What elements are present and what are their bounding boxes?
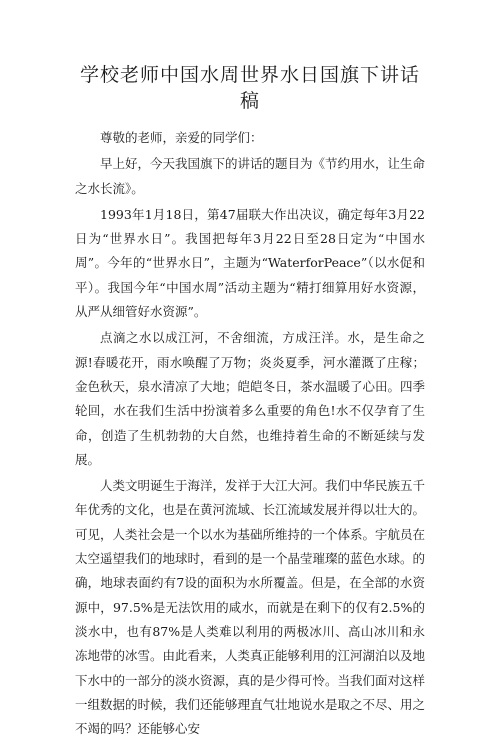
paragraph-salutation: 尊敬的老师，亲爱的同学们：: [100, 130, 263, 145]
page-title: 学校老师中国水周世界水日国旗下讲话稿: [79, 64, 420, 112]
paragraph-water-day: 1993年1月18日，第47届联大作出决议，确定每年3月22日为“世界水日”。我国把每年3月22日至28日定为“中国水周”。今年的“世界水日”，主题为“WaterforPeace”（以水促和平）。我国今年“中国水周”活动主题为“精打细算用好水资源，从严从细管好水资源”。: [75, 206, 425, 320]
paragraph-source-of-life: 点滴之水以成江河，不舍细流，方成汪洋。水，是生命之源!春暖花开，雨水唤醒了万物；炎炎夏季，河水灌溉了庄稼；金色秋天，泉水清凉了大地；皑皑冬日，茶水温暖了心田。四季轮回，水在我们生活中扮演着多么重要的角色!水不仅孕育了生命，创造了生机勃勃的大自然，也维持着生命的不断延续与发展。: [75, 330, 426, 467]
paragraph-water-resources: 人类文明诞生于海洋，发祥于大江大河。我们中华民族五千年优秀的文化，也是在黄河流域、长江流域发展并得以壮大的。可见，人类社会是一个以水为基础所维持的一个体系。宇航员在太空遥望我们的地球时，看到的是一个晶莹璀璨的蓝色水球。的确，地球表面约有7设的面积为水所覆盖。但是，在全部的水资源中，97.5%是无法饮用的咸水，而就是在剩下的仅有2.5%的淡水中，也有87%是人类难以利用的两极冰川、高山冰川和永冻地带的冰雪。由此看来，人类真正能够利用的江河湖泊以及地下水中的一部分的淡水资源，真的是少得可怜。当我们面对这样一组数据的时候，我们还能够理直气壮地说水是取之不尽、用之不竭的吗？还能够心安: [75, 478, 426, 737]
paragraph-topic: 早上好，今天我国旗下的讲话的题目为《节约用水，让生命之水长流》。: [75, 156, 426, 196]
